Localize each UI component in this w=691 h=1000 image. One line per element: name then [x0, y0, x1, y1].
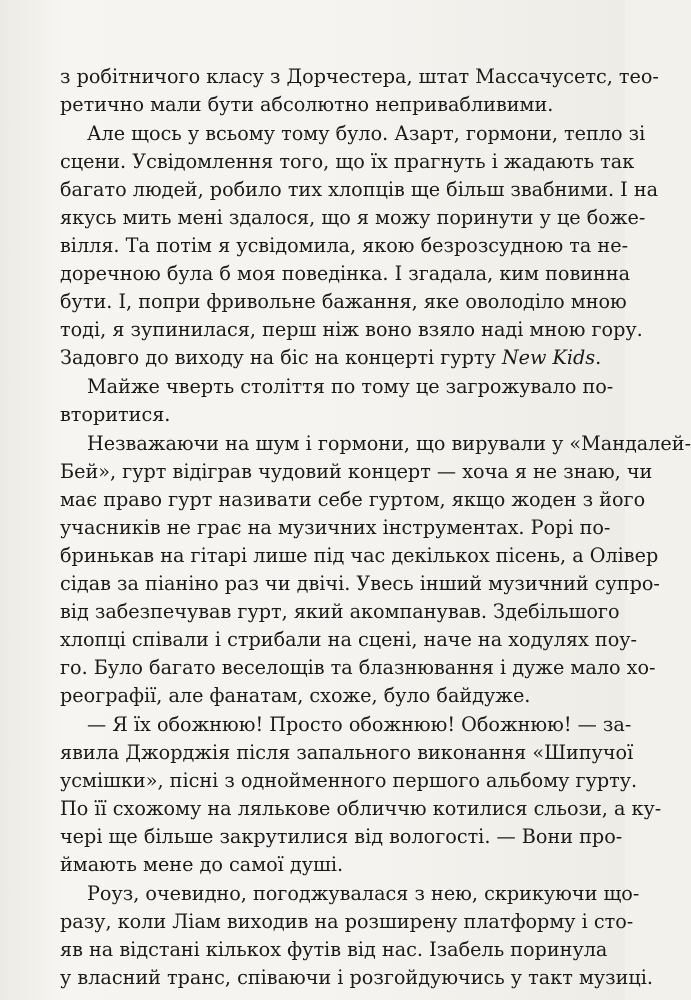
text-line: Бей», гурт відіграв чудовий концерт — хоча я не знаю, чи — [60, 460, 653, 483]
text-line: ретично мали бути абсолютно непривабливими. — [60, 93, 554, 116]
text-line: — Я їх обожнюю! Просто обожнюю! Обожнюю! — за- — [87, 713, 632, 736]
text-line: Майже чверть століття по тому це загрожувало по- — [87, 375, 614, 398]
text-line: вторитися. — [60, 403, 171, 426]
text-line: Незважаючи на шум і гормони, що вирували у «Мандалей- — [87, 432, 691, 455]
text-line: яв на відстані кількох футів від нас. Ізабель поринула — [60, 938, 608, 961]
text-line: доречною була б моя поведінка. І згадала, ким повинна — [60, 262, 631, 285]
text-line: Але щось у всьому тому було. Азарт, гормони, тепло зі — [87, 122, 646, 145]
text-line: у власний транс, співаючи і розгойдуючись у такт музиці. — [60, 966, 653, 989]
text-fragment: Задовго до виходу на біс на концерті гурту — [60, 346, 502, 369]
text-line-with-band-name — [60, 344, 602, 372]
text-line: явила Джорджія після запального виконання «Шипучої — [60, 741, 634, 764]
text-line: хлопці співали і стрибали на сцені, наче на ходулях поу- — [60, 628, 638, 651]
text-line: По її схожому на лялькове обличчю котилися сльози, а ку- — [60, 797, 662, 820]
text-line: Роуз, очевидно, погоджувалася з нею, скрикуючи що- — [87, 882, 640, 905]
text-line: бринькав на гітарі лише під час декількох пісень, а Олівер — [60, 544, 659, 567]
text-line: якусь мить мені здалося, що я можу поринути у це боже- — [60, 206, 646, 229]
text-line: від забезпечував гурт, який акомпанував. Здебільшого — [60, 600, 620, 623]
text-line: чері ще більше закрутилися від вологості. — Вони про- — [60, 825, 623, 848]
text-line: тоді, я зупинилася, перш ніж воно взяло наді мною гору. — [60, 318, 643, 341]
text-line: багато людей, робило тих хлопців ще більш звабними. І на — [60, 178, 659, 201]
text-line: го. Було багато веселощів та блазнювання і дуже мало хо- — [60, 656, 656, 679]
sentence-period: . — [595, 346, 602, 369]
text-line: усмішки», пісні з однойменного першого альбому гурту. — [60, 769, 638, 792]
text-line: разу, коли Ліам виходив на розширену платформу і сто- — [60, 910, 634, 933]
text-line: вілля. Та потім я усвідомила, якою безрозсудною та не- — [60, 234, 629, 257]
text-line: має право гурт називати себе гуртом, якщо жоден з його — [60, 488, 646, 511]
text-line: бути. І, попри фривольне бажання, яке оволоділо мною — [60, 290, 627, 313]
text-line: з робітничого класу з Дорчестера, штат Массачусетс, тео- — [60, 65, 659, 88]
text-line: сцени. Усвідомлення того, що їх прагнуть і жадають так — [60, 150, 635, 173]
band-name-italic: New Kids — [501, 346, 596, 369]
text-line: ймають мене до самої душі. — [60, 853, 344, 876]
text-line: учасників не грає на музичних інструментах. Рорі по- — [60, 516, 611, 539]
text-line: сідав за піаніно раз чи двічі. Увесь інший музичний супро- — [60, 572, 660, 595]
text-line: реографії, але фанатам, схоже, було байдуже. — [60, 684, 531, 707]
